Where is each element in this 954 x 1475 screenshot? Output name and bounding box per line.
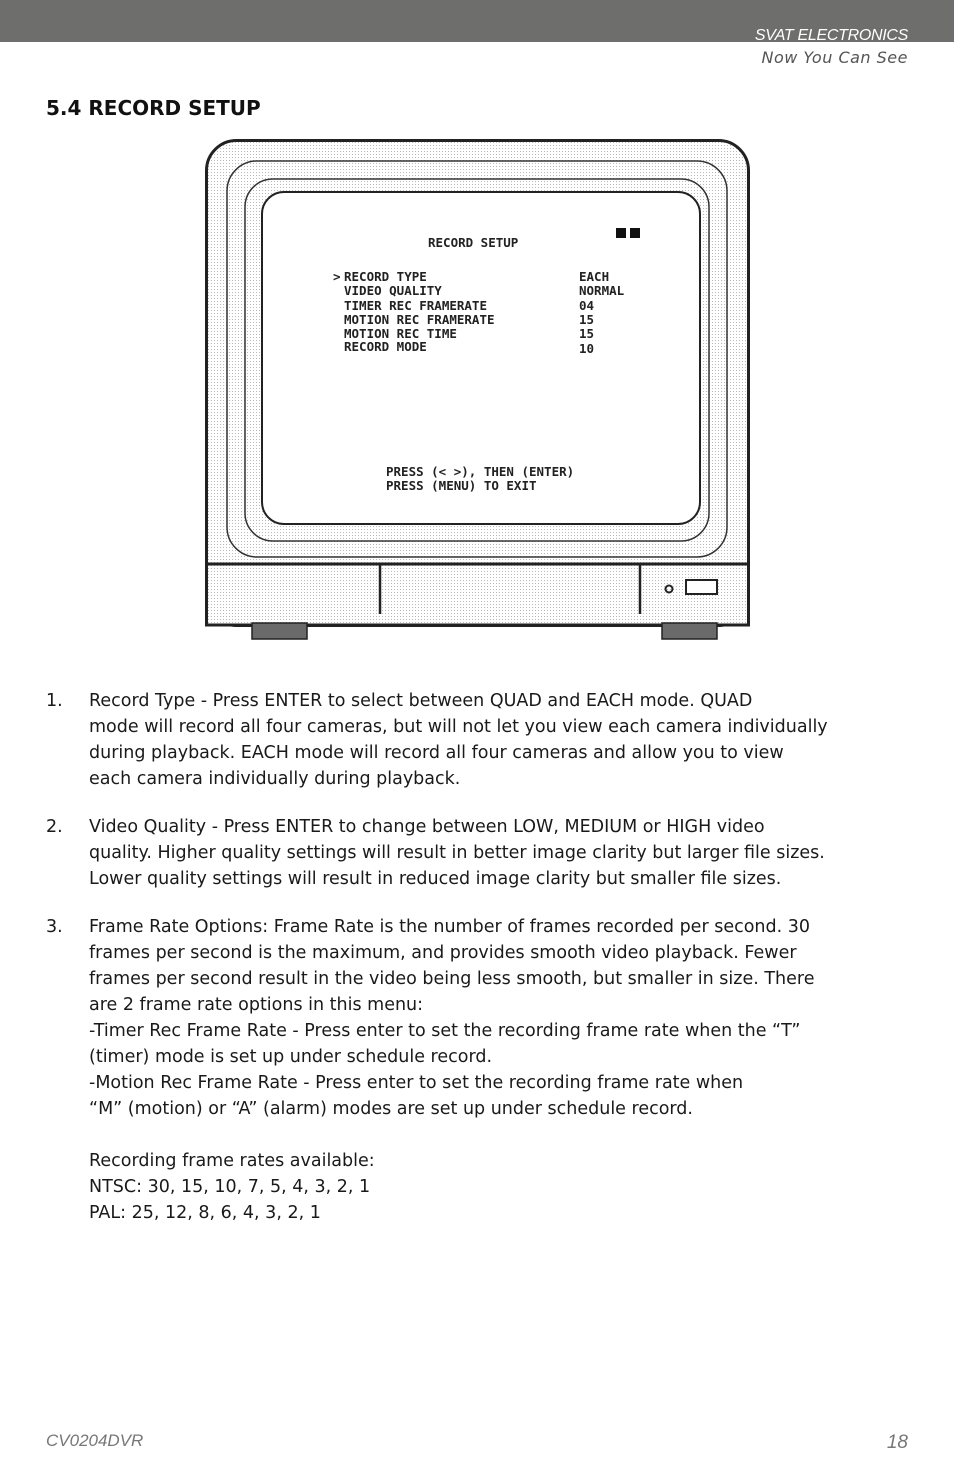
control-panel (207, 564, 749, 625)
text-line: during playback. EACH mode will record all four cameras and allow you to view (89, 743, 784, 763)
list-item-number: 2. (46, 817, 63, 837)
power-button (686, 580, 717, 594)
osd-menu-label: RECORD MODE (344, 339, 427, 354)
text-line: Record Type - Press ENTER to select between QUAD and EACH mode. QUAD (89, 691, 753, 711)
osd-menu-value: 15 (579, 326, 595, 341)
osd-menu-label: VIDEO QUALITY (344, 283, 442, 298)
list-item-number: 1. (46, 691, 63, 711)
text-line: quality. Higher quality settings will result in better image clarity but larger file sizes. (89, 843, 825, 863)
list-item (46, 914, 866, 1226)
list-item-body (89, 914, 866, 1226)
text-line: -Motion Rec Frame Rate - Press enter to set the recording frame rate when (89, 1073, 744, 1093)
text-line: PAL: 25, 12, 8, 6, 4, 3, 2, 1 (89, 1203, 321, 1223)
text-line: Video Quality - Press ENTER to change between LOW, MEDIUM or HIGH video (89, 817, 765, 837)
text-line: frames per second result in the video being less smooth, but smaller in size. There (89, 969, 815, 989)
osd-hint: PRESS (< >), THEN (ENTER) (386, 464, 575, 479)
text-line: mode will record all four cameras, but will not let you view each camera individually (89, 717, 828, 737)
osd-menu-label: MOTION REC FRAMERATE (344, 312, 495, 327)
osd-cursor: > (333, 269, 341, 284)
monitor-illustration (205, 139, 751, 641)
osd-menu-label: TIMER REC FRAMERATE (344, 298, 487, 313)
osd-menu-label: RECORD TYPE (344, 269, 427, 284)
brand-name: SVAT ELECTRONICS (754, 27, 908, 44)
section-title: 5.4 RECORD SETUP (46, 96, 261, 120)
monitor-foot-left (252, 623, 307, 639)
list-item (46, 688, 866, 792)
osd-menu-value: 04 (579, 298, 595, 313)
blank-line (89, 1122, 866, 1148)
text-line: each camera individually during playback. (89, 769, 461, 789)
text-line: Lower quality settings will result in reduced image clarity but smaller file sizes. (89, 869, 782, 889)
channel-indicator-icon (630, 228, 640, 238)
osd-title: RECORD SETUP (428, 235, 519, 250)
osd-menu-value: 15 (579, 312, 595, 327)
osd-menu-label: MOTION REC TIME (344, 326, 457, 341)
channel-indicator-icon (616, 228, 626, 238)
list-item-number: 3. (46, 917, 63, 937)
text-line: are 2 frame rate options in this menu: (89, 995, 424, 1015)
list-item-body (89, 814, 866, 892)
text-line: frames per second is the maximum, and provides smooth video playback. Fewer (89, 943, 797, 963)
osd-menu-value: NORMAL (579, 283, 625, 298)
instruction-list (46, 688, 866, 1248)
list-item (46, 814, 866, 892)
text-line: NTSC: 30, 15, 10, 7, 5, 4, 3, 2, 1 (89, 1177, 371, 1197)
text-line: “M” (motion) or “A” (alarm) modes are set up under schedule record. (89, 1099, 693, 1119)
monitor-foot-right (662, 623, 717, 639)
text-line: Frame Rate Options: Frame Rate is the number of frames recorded per second. 30 (89, 917, 811, 937)
osd-menu-value: 10 (579, 341, 595, 356)
list-item-body (89, 688, 866, 792)
osd-hint: PRESS (MENU) TO EXIT (386, 478, 537, 493)
footer-model: CV0204DVR (46, 1431, 144, 1450)
osd-menu-value: EACH (579, 269, 610, 284)
page-number: 18 (886, 1432, 908, 1453)
text-line: -Timer Rec Frame Rate - Press enter to set the recording frame rate when the “T” (89, 1021, 801, 1041)
brand-tagline: Now You Can See (761, 48, 908, 67)
text-line: Recording frame rates available: (89, 1151, 375, 1171)
text-line: (timer) mode is set up under schedule record. (89, 1047, 493, 1067)
